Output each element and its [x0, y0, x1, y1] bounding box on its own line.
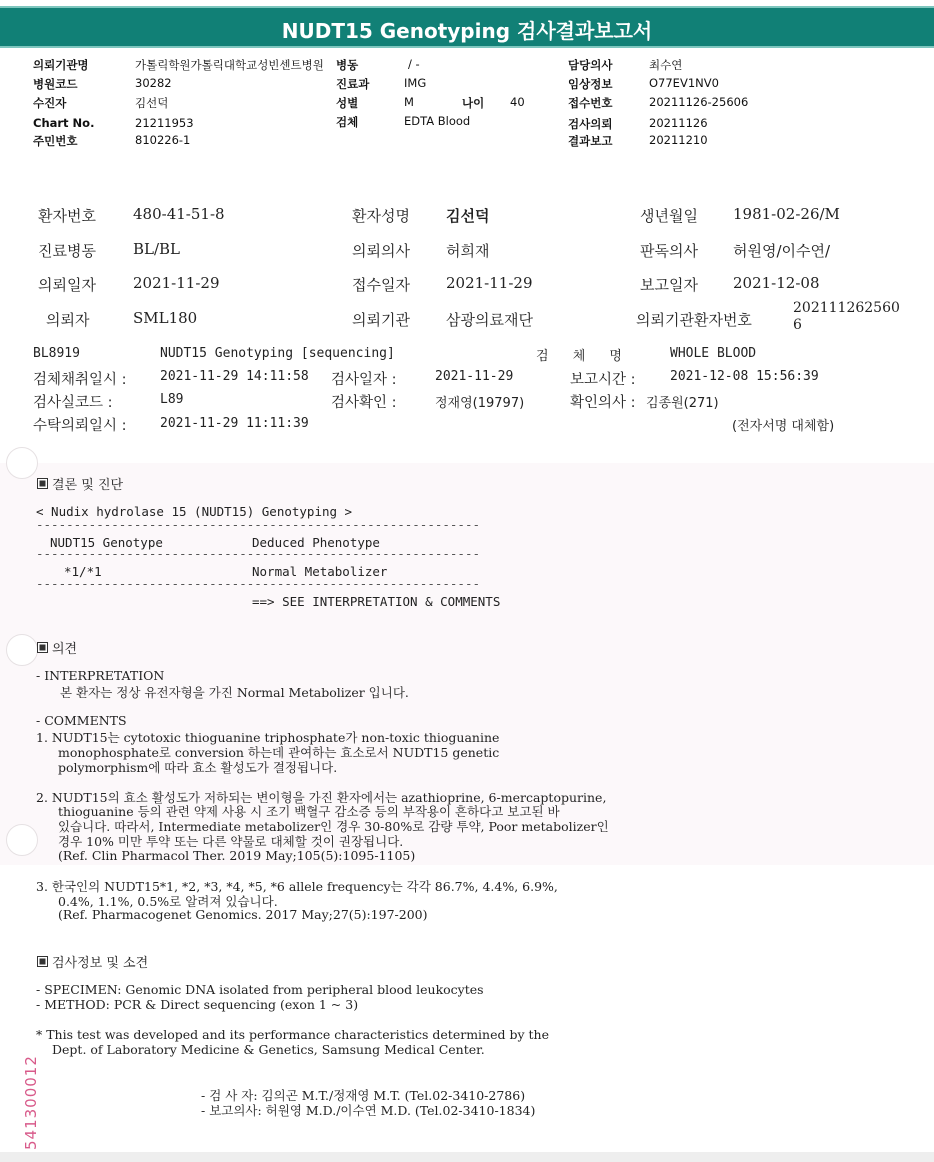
receipt-date: 2021-11-29 [446, 274, 533, 292]
header-value: 40 [510, 95, 525, 109]
report-time: 2021-12-08 15:56:39 [670, 369, 819, 384]
opinion-heading [37, 638, 77, 657]
patient-name: 김선덕 [446, 207, 490, 225]
consignment-datetime: 2021-11-29 11:11:39 [160, 416, 309, 431]
lab-code: L89 [160, 392, 184, 407]
genotype-value: *1/*1 [64, 564, 102, 579]
header-value: O77EV1NV0 [649, 76, 719, 90]
comment-line: polymorphism에 따라 효소 활성도가 결정됩니다. [58, 760, 338, 775]
header-label: 접수번호 [568, 96, 613, 110]
comment-line: monophosphate로 conversion 하는데 관여하는 효소로서 NUDT15 genetic [58, 745, 500, 760]
side-document-id: 541300012 [22, 1055, 40, 1150]
punch-hole [6, 634, 38, 666]
esign-note: (전자서명 대체함) [732, 419, 835, 434]
header-label: 임상정보 [568, 77, 613, 91]
conclusion-subtitle: < Nudix hydrolase 15 (NUDT15) Genotyping > [36, 504, 353, 519]
patient-info-label: 의뢰일자 [38, 276, 96, 294]
genotype-column-header: NUDT15 Genotype [50, 535, 163, 550]
header-label: Chart No. [33, 116, 95, 130]
meta-label: 보고시간 : [570, 372, 636, 388]
header-value: EDTA Blood [404, 114, 471, 128]
header-label: 병원코드 [33, 77, 78, 91]
reading-doctor: 허원영/이수연/ [733, 242, 831, 260]
patient-info-label: 환자성명 [352, 207, 410, 225]
test-name: NUDT15 Genotyping [sequencing] [160, 346, 395, 361]
interpretation-title: - INTERPRETATION [36, 668, 165, 683]
test-date: 2021-11-29 [435, 369, 514, 384]
patient-info-label: 진료병동 [38, 242, 96, 260]
header-value: 30282 [135, 76, 172, 90]
header-value: IMG [404, 76, 427, 90]
header-value: 810226-1 [135, 133, 191, 147]
divider: ----------------------------------------------------------- [36, 517, 481, 532]
patient-info-label: 접수일자 [352, 276, 410, 294]
report-doctor-info: - 보고의사: 허원영 M.D./이수연 M.D. (Tel.02-3410-1834) [201, 1103, 536, 1118]
comment-line: 3. 한국인의 NUDT15*1, *2, *3, *4, *5, *6 allele frequency는 각각 86.7%, 4.4%, 6.9%, [36, 879, 558, 894]
disclaimer-line: * This test was developed and its performance characteristics determined by the [36, 1027, 549, 1042]
header-label: 검체 [336, 115, 359, 129]
meta-label: 검사확인 : [331, 395, 397, 411]
header-label: 수진자 [33, 96, 67, 110]
meta-label: 검사일자 : [331, 372, 397, 388]
patient-info-label: 생년월일 [640, 207, 698, 225]
specimen-value: WHOLE BLOOD [670, 346, 757, 361]
institution-patient-number: 202111262560 [793, 300, 900, 316]
requester: SML180 [133, 309, 198, 327]
bottom-bar [0, 1152, 934, 1162]
birth-date: 1981-02-26/M [733, 205, 840, 223]
comment-line: 0.4%, 1.1%, 0.5%로 알려져 있습니다. [58, 894, 278, 909]
conclusion-heading-text: 결론 및 진단 [52, 478, 124, 493]
report-title-bar [0, 6, 934, 48]
meta-label: 확인의사 : [570, 395, 636, 411]
patient-info-label: 판독의사 [640, 242, 698, 260]
comment-line: 2. NUDT15의 효소 활성도가 저하되는 변이형을 가진 환자에서는 azathioprine, 6-mercaptopurine, [36, 790, 607, 805]
see-interpretation: ==> SEE INTERPRETATION & COMMENTS [252, 594, 501, 609]
comment-line: 1. NUDT15는 cytotoxic thioguanine triphosphate가 non-toxic thioguanine [36, 730, 500, 745]
confirming-doctor: 김종원(271) [646, 396, 719, 411]
collection-datetime: 2021-11-29 14:11:58 [160, 369, 309, 384]
patient-info-label: 의뢰기관 [352, 311, 410, 329]
test-info-heading [37, 952, 148, 971]
header-label: 의뢰기관명 [33, 58, 89, 72]
phenotype-value: Normal Metabolizer [252, 564, 388, 579]
phenotype-column-header: Deduced Phenotype [252, 535, 380, 550]
opinion-heading-text: 의견 [52, 642, 78, 657]
header-label: 결과보고 [568, 134, 613, 148]
comment-line: 경우 10% 미만 투약 또는 다른 약물로 대체할 것이 권장됩니다. [58, 834, 404, 849]
divider: ----------------------------------------------------------- [36, 576, 481, 591]
header-value: 가톨릭학원가톨릭대학교성빈센트병원 [135, 58, 324, 72]
meta-label: 검사실코드 : [33, 395, 113, 411]
reference: (Ref. Clin Pharmacol Ther. 2019 May;105(5):1095-1105) [58, 848, 416, 863]
header-label: 주민번호 [33, 134, 78, 148]
patient-number: 480-41-51-8 [133, 205, 225, 223]
patient-info-label: 의뢰자 [46, 311, 90, 329]
patient-info-label: 환자번호 [38, 207, 96, 225]
conclusion-heading [37, 474, 123, 493]
header-label: 성별 [336, 96, 359, 110]
section-marker-icon [37, 642, 48, 653]
header-label: 병동 [336, 58, 359, 72]
interpretation-text: 본 환자는 정상 유전자형을 가진 Normal Metabolizer 입니다. [60, 685, 409, 700]
punch-hole [6, 447, 38, 479]
header-value: 20211126 [649, 116, 708, 130]
disclaimer-line: Dept. of Laboratory Medicine & Genetics, Samsung Medical Center. [52, 1042, 485, 1057]
header-value: / - [408, 57, 420, 71]
report-date: 2021-12-08 [733, 274, 820, 292]
test-code: BL8919 [33, 346, 80, 361]
patient-info-label: 보고일자 [640, 276, 698, 294]
header-value: 최수연 [649, 58, 683, 72]
meta-label: 수탁의뢰일시 : [33, 418, 127, 434]
request-date: 2021-11-29 [133, 274, 220, 292]
header-value: 21211953 [135, 116, 194, 130]
test-confirmer: 정재영(19797) [435, 396, 525, 411]
comments-title: - COMMENTS [36, 713, 127, 728]
test-info-heading-text: 검사정보 및 소견 [52, 956, 149, 971]
header-value: M [404, 95, 414, 109]
header-label: 진료과 [336, 77, 370, 91]
punch-hole [6, 824, 38, 856]
header-label: 검사의뢰 [568, 117, 613, 131]
header-value: 20211126-25606 [649, 95, 749, 109]
tester-info: - 검 사 자: 김의곤 M.T./정재영 M.T. (Tel.02-3410-2786) [201, 1088, 526, 1103]
comment-line: 있습니다. 따라서, Intermediate metabolizer인 경우 30-80%로 감량 투약, Poor metabolizer인 [58, 819, 609, 834]
specimen-info: - SPECIMEN: Genomic DNA isolated from peripheral blood leukocytes [36, 982, 484, 997]
specimen-label: 검 체 명 [536, 349, 632, 364]
requesting-doctor: 허희재 [446, 242, 490, 260]
patient-info-label: 의뢰기관환자번호 [636, 311, 752, 329]
comment-line: thioguanine 등의 관련 약제 사용 시 조기 백혈구 감소증 등의 부작용이 흔하다고 보고된 바 [58, 804, 560, 819]
patient-info-label: 의뢰의사 [352, 242, 410, 260]
report-title: NUDT15 Genotyping 검사결과보고서 [281, 19, 653, 43]
header-label: 담당의사 [568, 58, 613, 72]
header-value: 20211210 [649, 133, 708, 147]
header-label: 나이 [462, 96, 485, 110]
method-info: - METHOD: PCR & Direct sequencing (exon 1 ~ 3) [36, 997, 359, 1012]
meta-label: 검체채취일시 : [33, 372, 127, 388]
section-marker-icon [37, 478, 48, 489]
reference: (Ref. Pharmacogenet Genomics. 2017 May;27(5):197-200) [58, 907, 428, 922]
requesting-institution: 삼광의료재단 [446, 311, 533, 329]
divider: ----------------------------------------------------------- [36, 546, 481, 561]
section-marker-icon [37, 956, 48, 967]
header-value: 김선덕 [135, 96, 169, 110]
institution-patient-number-cont: 6 [793, 317, 802, 333]
ward: BL/BL [133, 240, 181, 258]
